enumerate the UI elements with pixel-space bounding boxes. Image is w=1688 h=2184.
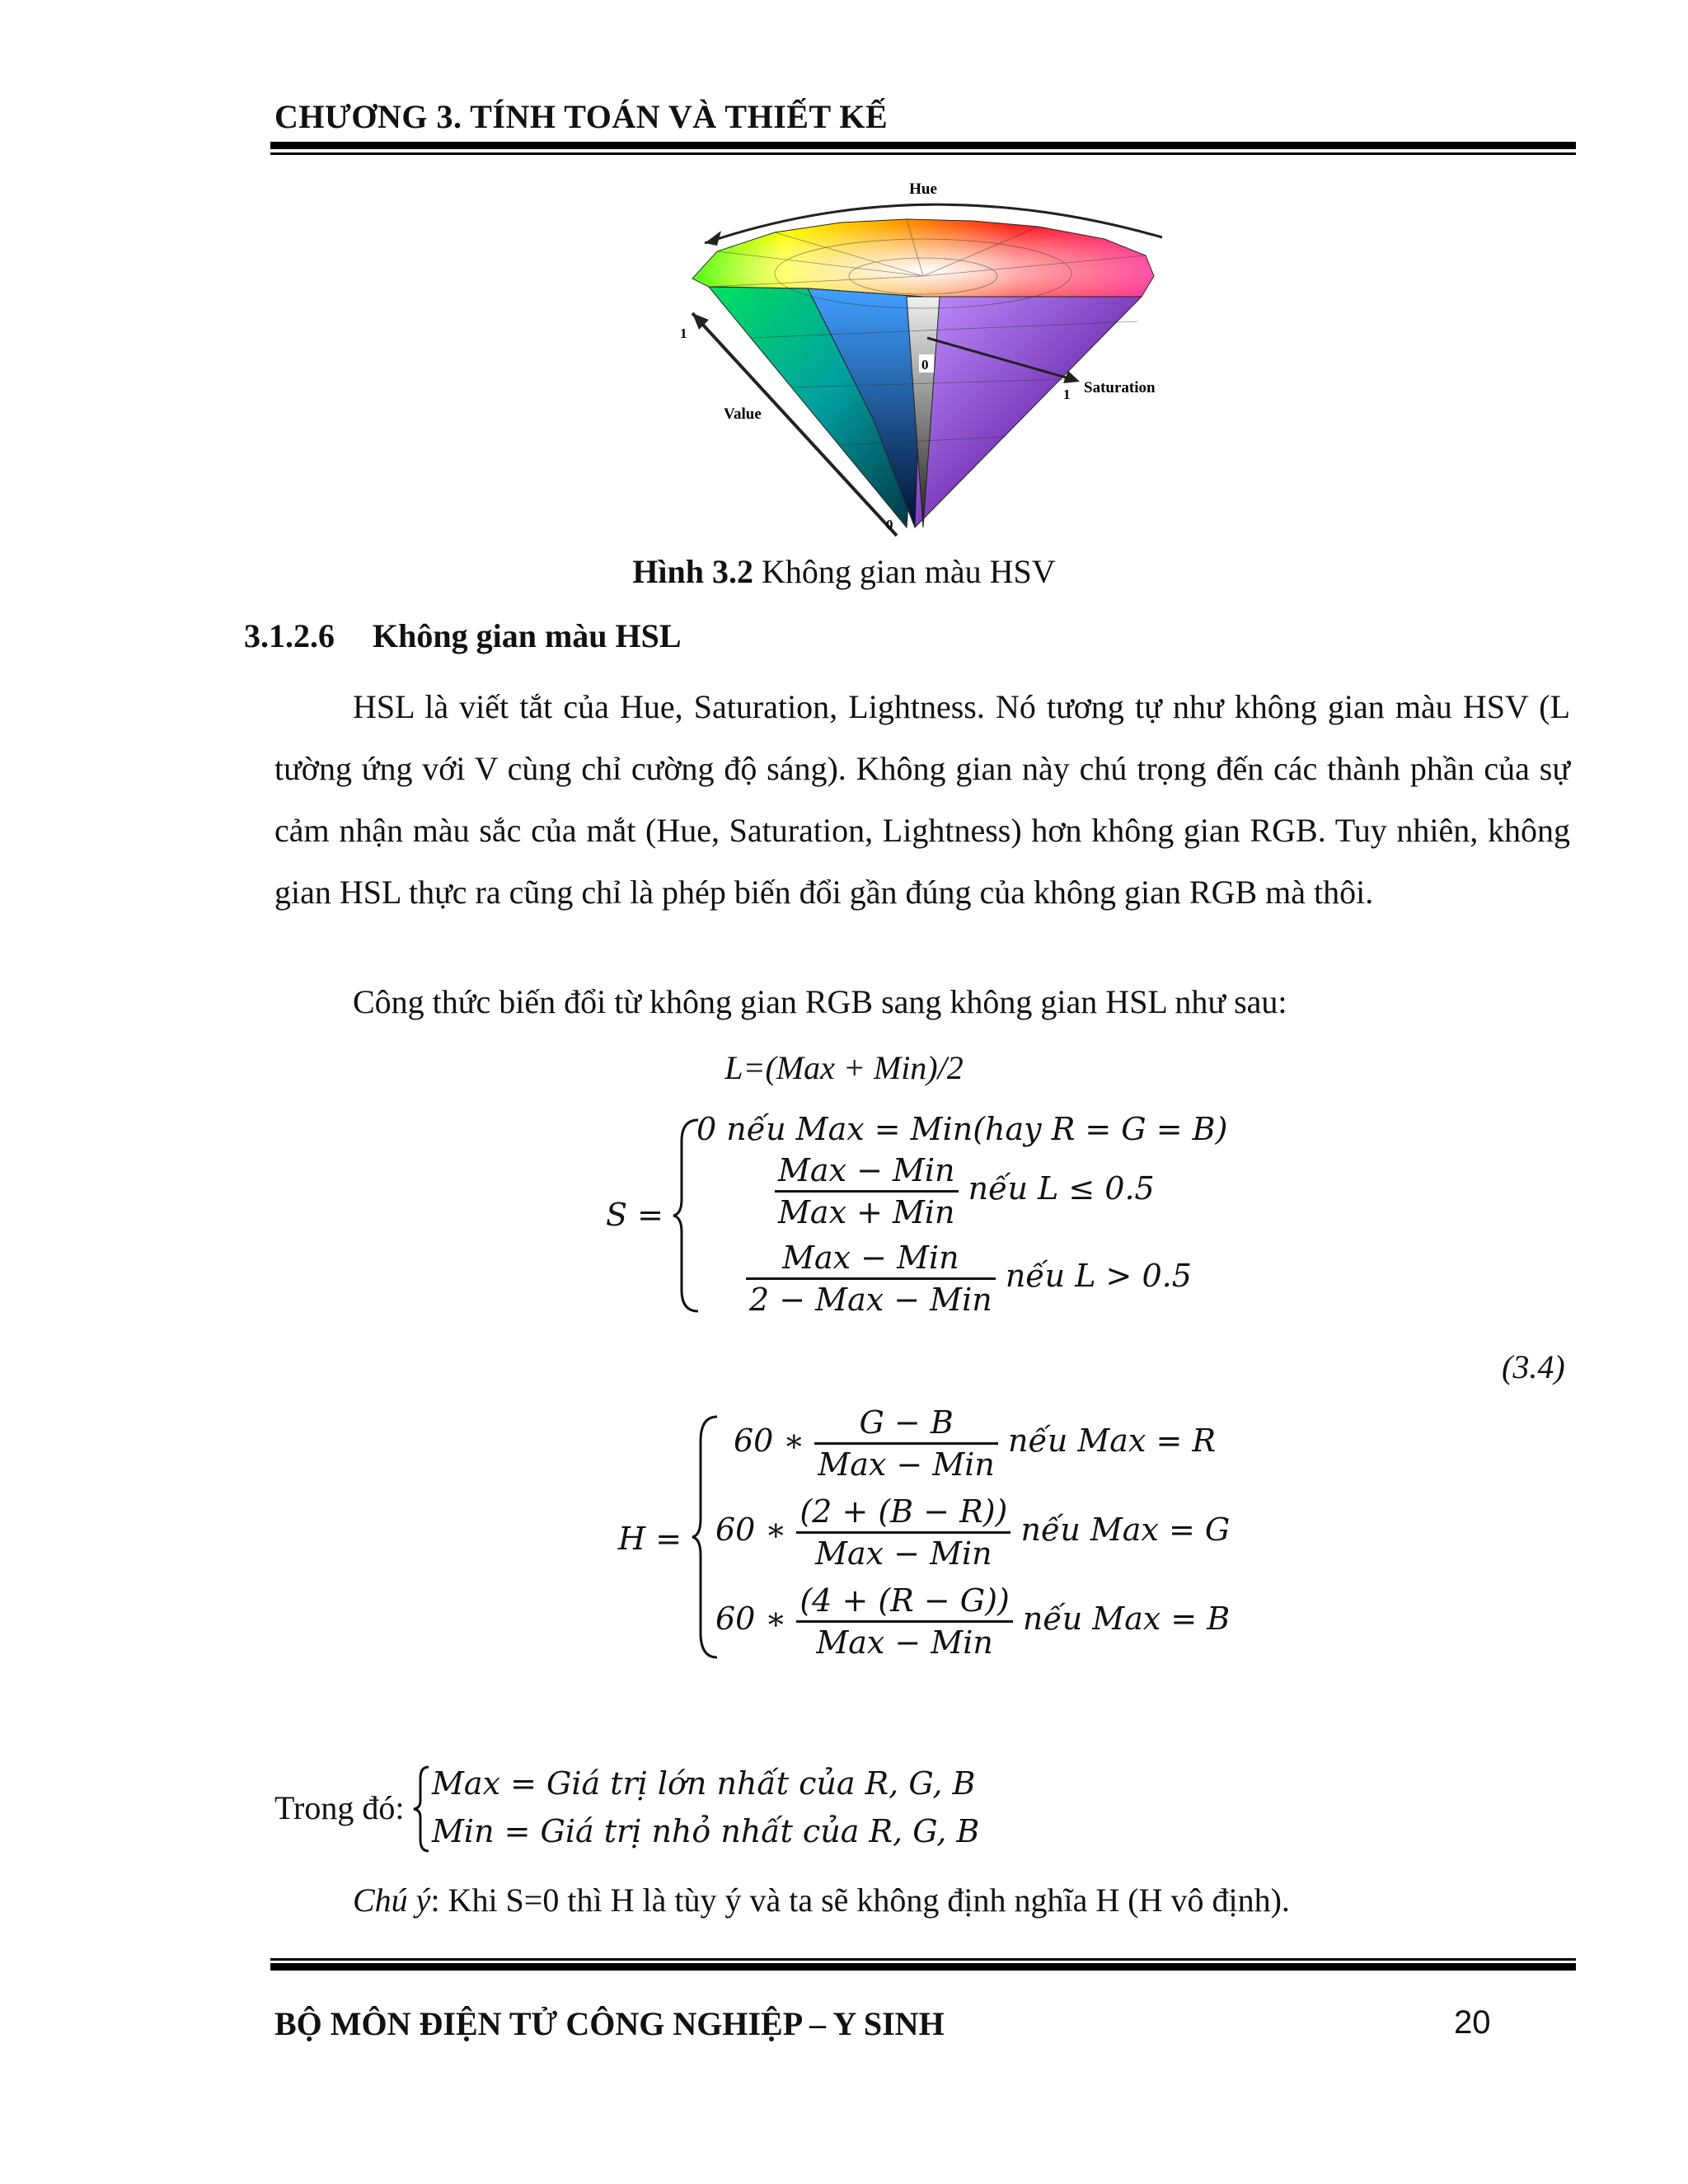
value-zero-label: 0 xyxy=(886,517,893,532)
figure-caption xyxy=(0,552,1688,591)
equation-s-case2 xyxy=(775,1151,1155,1232)
equation-s-case2-fraction xyxy=(775,1151,959,1232)
footer-department: BỘ MÔN ĐIỆN TỬ CÔNG NGHIỆP – Y SINH xyxy=(274,2005,945,2042)
value-label: Value xyxy=(724,405,762,423)
equation-s-lhs: S = xyxy=(606,1197,663,1233)
equation-h-case2-prefix: 60 ∗ xyxy=(715,1511,787,1548)
caption-text: Không gian màu HSV xyxy=(753,553,1056,590)
equation-s-case2-denominator: Max + Min xyxy=(778,1194,955,1230)
equation-h-case3 xyxy=(715,1581,1230,1662)
equation-h-case3-condition: nếu Max = B xyxy=(1022,1601,1231,1637)
equation-h-case3-denominator: Max − Min xyxy=(816,1624,993,1661)
value-one-label: 1 xyxy=(680,326,687,341)
where-min-line: Min = Giá trị nhỏ nhất của R, G, B xyxy=(432,1813,980,1849)
saturation-one-label: 1 xyxy=(1063,387,1071,402)
equation-s-case3-condition: nếu L > 0.5 xyxy=(1005,1258,1192,1294)
equation-h-case3-fraction xyxy=(796,1581,1012,1662)
section-number: 3.1.2.6 xyxy=(244,617,335,654)
equation-h-case3-numerator: (4 + (R − G)) xyxy=(796,1581,1012,1623)
paragraph-hsl-intro: HSL là viết tắt của Hue, Saturation, Lightness. Nó tương tự như không gian màu HSV (L tường ứng với V cùng chỉ cường độ sáng). Không gian này chú trọng đến các thành phần của sự cảm nhận màu sắc của mắt (Hue, Saturation, Lightness) hơn không gian RGB. Tuy nhiên, không gian HSL thực ra cũng chỉ là phép biến đổi gần đúng của không gian RGB mà thôi. xyxy=(274,688,1570,911)
saturation-label: Saturation xyxy=(1084,379,1156,396)
equation-h-case2-fraction xyxy=(796,1492,1010,1573)
header-rule-thin xyxy=(270,152,1576,155)
where-label: Trong đó: xyxy=(274,1789,405,1826)
equation-h-case2-condition: nếu Max = G xyxy=(1020,1511,1231,1548)
equation-h-case1-numerator: G − B xyxy=(814,1403,998,1445)
equation-s-case2-condition: nếu L ≤ 0.5 xyxy=(968,1170,1155,1207)
paragraph-formula-intro: Công thức biến đổi từ không gian RGB sang không gian HSL như sau: xyxy=(353,983,1287,1020)
footer-rule-thin xyxy=(270,1958,1576,1961)
equation-number: (3.4) xyxy=(1502,1348,1565,1385)
equation-h-case2 xyxy=(715,1492,1230,1573)
equation-h-case2-denominator: Max − Min xyxy=(815,1535,992,1572)
equation-l: L=(Max + Min)/2 xyxy=(724,1049,964,1086)
section-title: Không gian màu HSL xyxy=(373,617,682,654)
note-label: Chú ý xyxy=(353,1882,431,1919)
note-paragraph xyxy=(353,1881,1290,1919)
equation-h-case1-denominator: Max − Min xyxy=(818,1446,995,1483)
equation-h-case1-fraction xyxy=(814,1403,998,1484)
page-number: 20 xyxy=(1454,2004,1491,2041)
equation-s-case3-denominator: 2 − Max − Min xyxy=(749,1282,992,1318)
chapter-header: CHƯƠNG 3. TÍNH TOÁN VÀ THIẾT KẾ xyxy=(274,98,889,135)
equation-h-case1 xyxy=(734,1403,1216,1484)
equation-s-case1: 0 nếu Max = Min(hay R = G = B) xyxy=(696,1111,1228,1147)
where-brace xyxy=(412,1764,432,1854)
equation-h-case1-condition: nếu Max = R xyxy=(1007,1422,1216,1459)
saturation-zero-label: 0 xyxy=(921,357,929,373)
caption-number: Hình 3.2 xyxy=(632,553,754,590)
equation-h-case2-numerator: (2 + (B − R)) xyxy=(796,1492,1010,1534)
header-rule-thick xyxy=(270,142,1576,149)
hue-label: Hue xyxy=(909,180,937,198)
hsv-cone-figure xyxy=(676,173,1170,544)
section-heading xyxy=(244,616,682,655)
equation-s-case2-numerator: Max − Min xyxy=(775,1151,959,1193)
note-text: : Khi S=0 thì H là tùy ý và ta sẽ không định nghĩa H (H vô định). xyxy=(430,1882,1290,1919)
equation-h-lhs: H = xyxy=(618,1521,682,1557)
equation-s-case3-numerator: Max − Min xyxy=(746,1238,996,1280)
equation-s-case3 xyxy=(746,1238,1192,1319)
equation-s-case3-fraction xyxy=(746,1238,996,1319)
equation-h-case1-prefix: 60 ∗ xyxy=(734,1422,805,1459)
equation-h-case3-prefix: 60 ∗ xyxy=(715,1601,787,1637)
where-max-line: Max = Giá trị lớn nhất của R, G, B xyxy=(432,1765,976,1802)
footer-rule-thick xyxy=(270,1963,1576,1971)
